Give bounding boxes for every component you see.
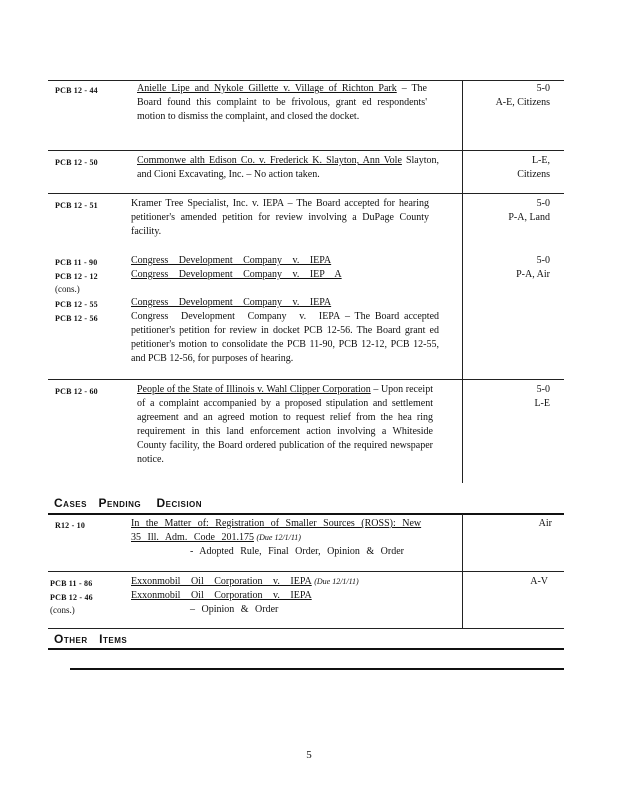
case-description bbox=[137, 82, 427, 124]
vote-count: 5-0 bbox=[536, 384, 550, 395]
case-title-line: 35 Ill. Adm. Code 201.175 (Due 12/1/11) bbox=[131, 532, 301, 543]
case-title: Congress Development Company v. IEPA bbox=[131, 297, 332, 308]
vote-cell bbox=[462, 383, 550, 411]
section-rule bbox=[70, 668, 564, 670]
action-text: – Opinion & Order bbox=[190, 604, 279, 615]
case-title: Kramer Tree Specialist, Inc. v. IEPA bbox=[131, 198, 284, 209]
case-description bbox=[131, 197, 429, 239]
docket-number: PCB 12 - 55 bbox=[55, 300, 98, 309]
vote-count: 5-0 bbox=[536, 198, 550, 209]
row-divider bbox=[48, 80, 564, 81]
case-description bbox=[137, 383, 433, 467]
row-divider bbox=[48, 628, 564, 629]
case-title: Congress Development Company v. IEPA bbox=[131, 311, 341, 322]
section-rule bbox=[48, 648, 564, 650]
docket-number: PCB 12 - 46 bbox=[50, 593, 93, 602]
vote-count: 5-0 bbox=[536, 83, 550, 94]
vote-count: L-E, bbox=[531, 155, 550, 166]
row-divider bbox=[48, 571, 564, 572]
case-title-line: Exxonmobil Oil Corporation v. IEPA (Due 12/1/11) bbox=[131, 576, 359, 587]
docket-number: PCB 12 - 51 bbox=[55, 201, 98, 210]
case-title: Congress Development Company v. IEPA bbox=[131, 255, 332, 266]
docket-number: PCB 11 - 86 bbox=[50, 579, 93, 588]
vote-cell bbox=[462, 154, 550, 182]
due-date: (Due 12/1/11) bbox=[256, 533, 301, 542]
vote-cell bbox=[462, 82, 550, 110]
row-divider bbox=[48, 150, 564, 151]
case-type: A-V bbox=[530, 576, 548, 587]
action-text: - Adopted Rule, Final Order, Opinion & Order bbox=[190, 546, 404, 557]
case-summary: Slayton, and Cioni Excavating, Inc. – No action taken. bbox=[137, 155, 440, 180]
case-description bbox=[137, 154, 439, 182]
case-type: L-E bbox=[534, 398, 550, 409]
vote-cell bbox=[462, 254, 550, 282]
section-rule bbox=[48, 513, 564, 515]
case-description bbox=[131, 310, 439, 366]
docket-number: PCB 12 - 56 bbox=[55, 314, 98, 323]
vote-cell bbox=[462, 197, 550, 225]
row-divider bbox=[48, 193, 564, 194]
case-title: Commonwe alth Edison Co. v. Frederick K. Slayton, Ann Vole bbox=[137, 155, 402, 166]
page-number: 5 bbox=[306, 749, 312, 761]
case-type: A-E, Citizens bbox=[495, 97, 550, 108]
case-type: P-A, Land bbox=[508, 212, 550, 223]
docket-number: R12 - 10 bbox=[55, 521, 86, 530]
case-summary: – The Board accepted for hearing petitioner's amended petition for review involving a DuPage County facility. bbox=[131, 198, 429, 237]
case-summary: – The Board found this complaint to be frivolous, grant ed respondents' motion to dismiss the complaint, and closed the docket. bbox=[137, 83, 427, 122]
consolidated-label: (cons.) bbox=[55, 284, 80, 294]
case-title: Congress Development Company v. IEP A bbox=[131, 269, 342, 280]
docket-number: PCB 11 - 90 bbox=[55, 258, 98, 267]
case-title: In the Matter of: Registration of Smaller Sources (ROSS): New bbox=[131, 518, 422, 529]
due-date: (Due 12/1/11) bbox=[314, 577, 359, 586]
docket-number: PCB 12 - 44 bbox=[55, 86, 98, 95]
docket-number: PCB 12 - 12 bbox=[55, 272, 98, 281]
case-type: P-A, Air bbox=[516, 269, 550, 280]
row-divider bbox=[48, 379, 564, 380]
case-summary: – The Board accepted petitioner's petition for review in docket PCB 12-56. The Board grant ed petitioner's motion to consolidate the PCB 11-90, PCB 12-12, PCB 12-55, and PCB 12-56, for purposes of hearing. bbox=[131, 311, 440, 364]
case-type: Air bbox=[538, 518, 552, 529]
vote-count: 5-0 bbox=[536, 255, 550, 266]
section-heading-other-items: OTHER ITEMS bbox=[54, 632, 128, 646]
consolidated-label: (cons.) bbox=[50, 605, 75, 615]
case-title: Anielle Lipe and Nykole Gillette v. Village of Richton Park bbox=[137, 83, 397, 94]
docket-number: PCB 12 - 60 bbox=[55, 387, 98, 396]
case-title: Exxonmobil Oil Corporation v. IEPA bbox=[131, 590, 312, 601]
case-title: People of the State of Illinois v. Wahl Clipper Corporation bbox=[137, 384, 371, 395]
section-heading-cases-pending-decision: CASES PENDING DECISION bbox=[54, 496, 203, 510]
case-summary: – Upon receipt of a complaint accompanied by a proposed stipulation and settlement agreement and an agreed motion to request relief from the hea ring requirement in this land enforcement action involving a Whiteside County facility, the Board ordered publication of the required newspaper notice. bbox=[137, 384, 433, 465]
case-type: Citizens bbox=[517, 169, 550, 180]
docket-number: PCB 12 - 50 bbox=[55, 158, 98, 167]
